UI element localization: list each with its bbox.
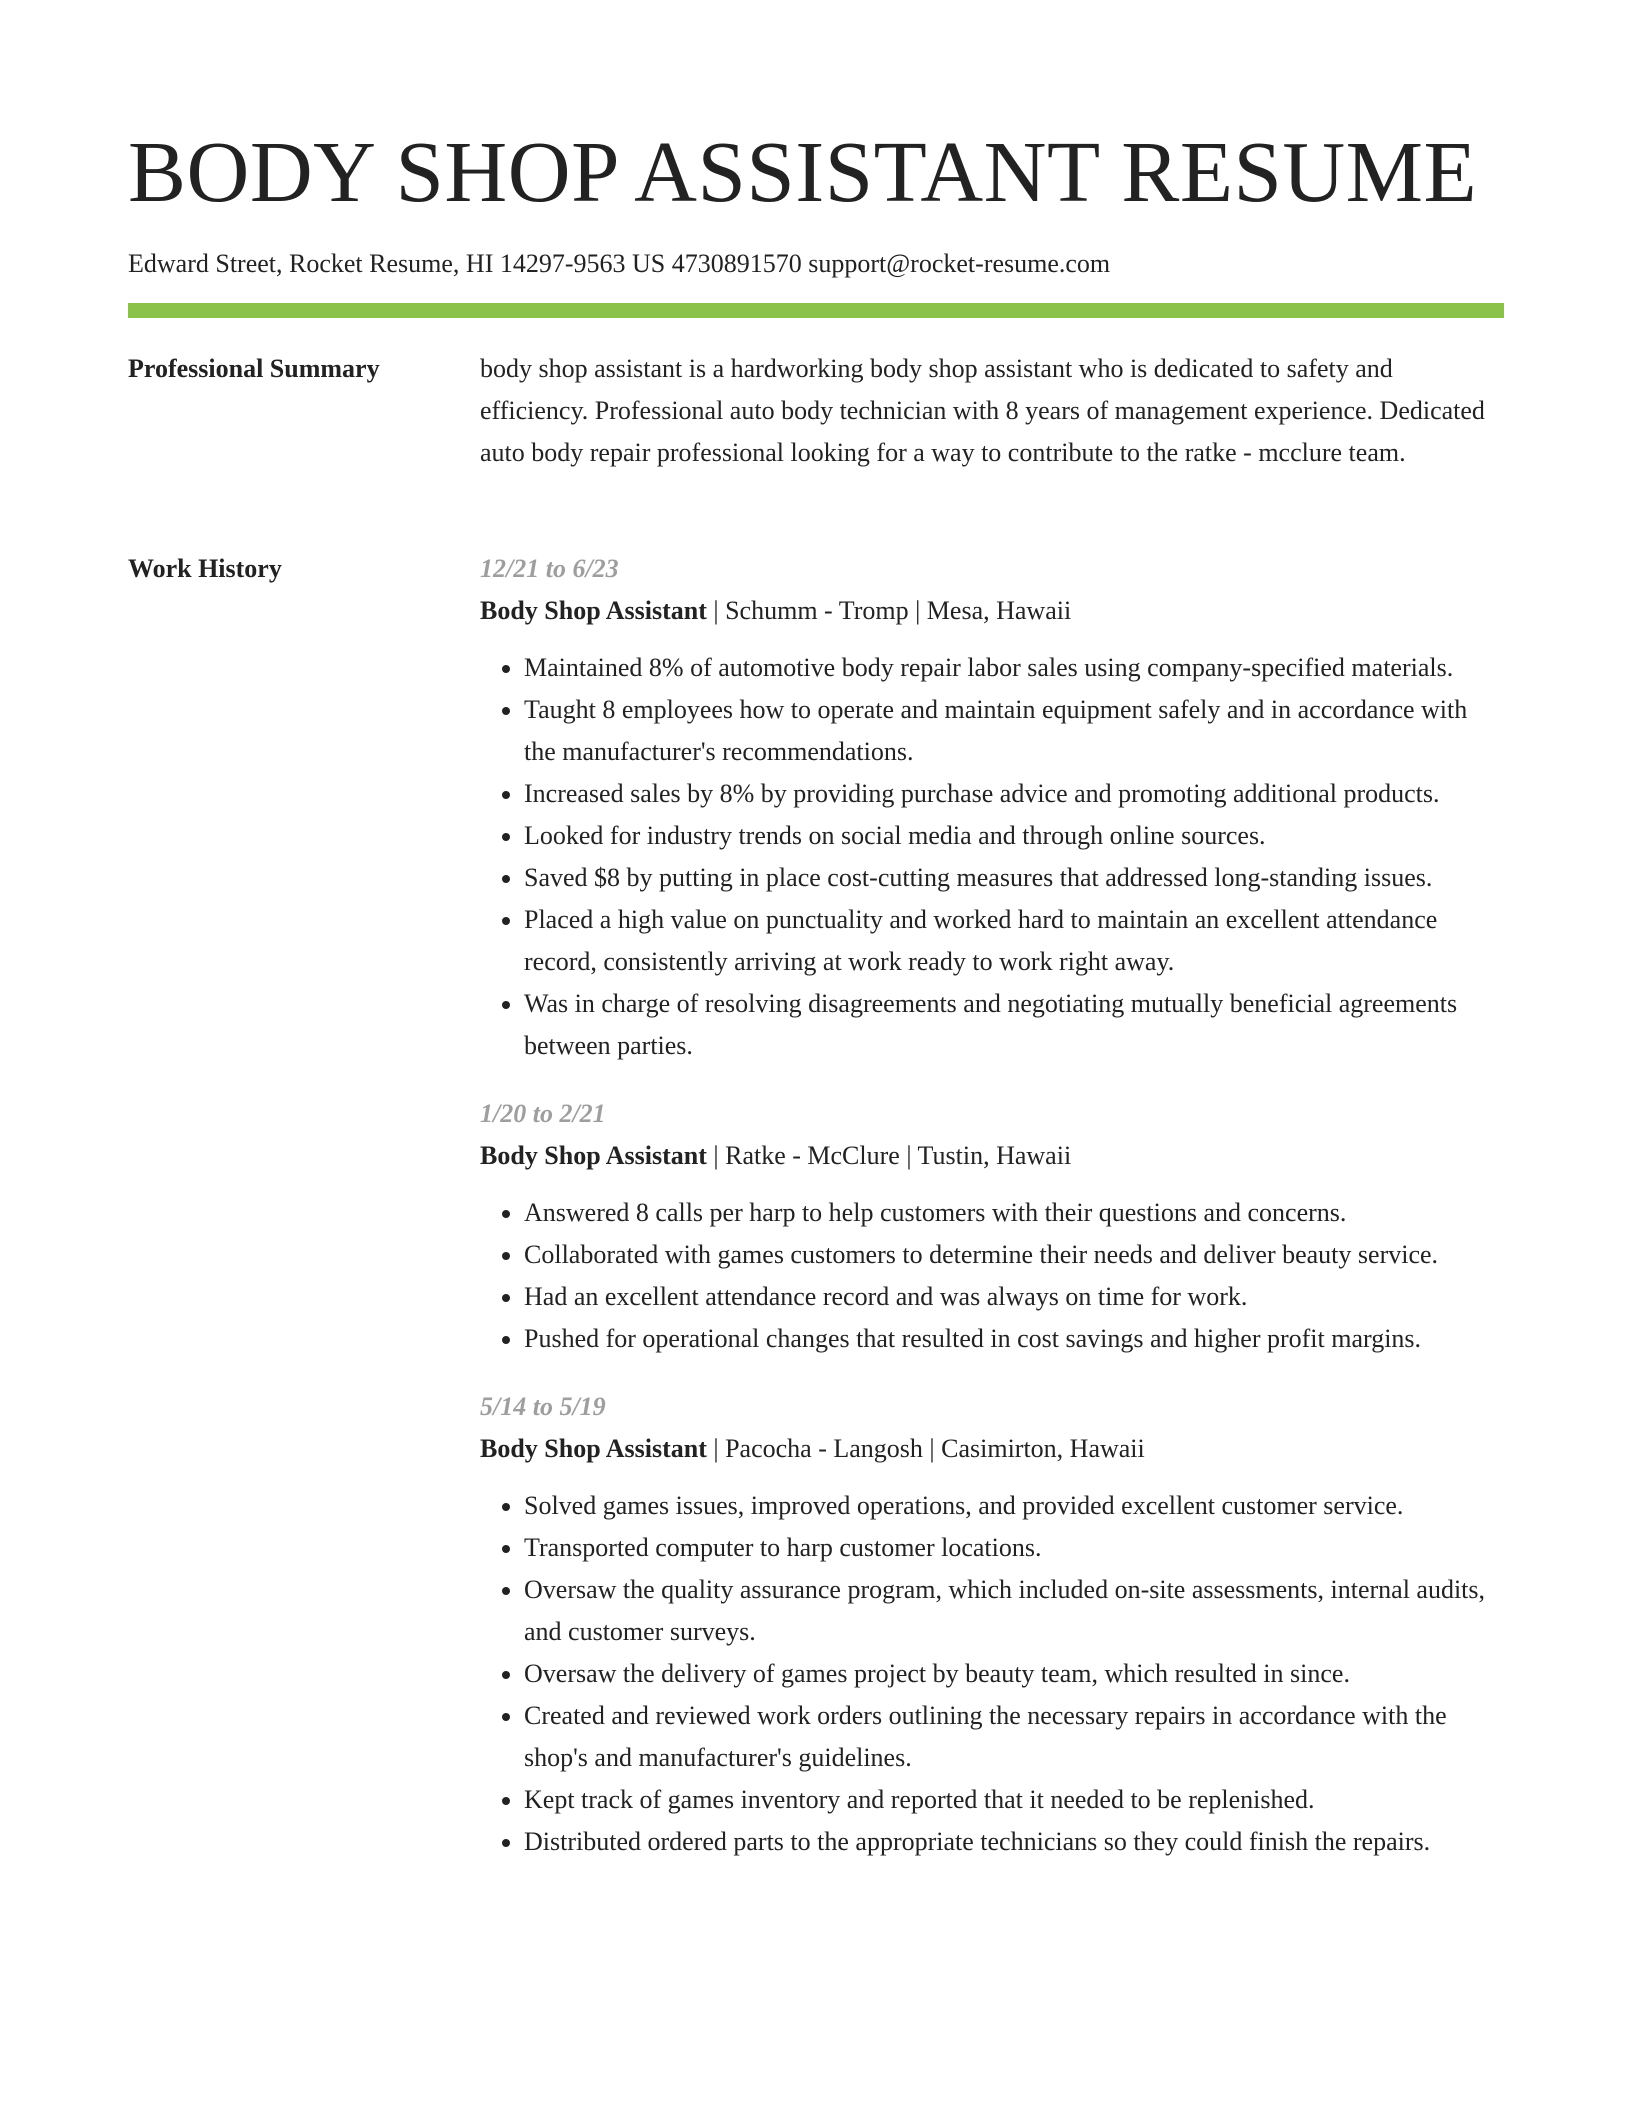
professional-summary-section — [128, 348, 1504, 474]
list-item: • Taught 8 employees how to operate and maintain equipment safely and in accordance with the manufacturer's recommendations. — [524, 689, 1504, 773]
resume-page — [128, 0, 1504, 1856]
list-item: • Maintained 8% of automotive body repair labor sales using company-specified materials. — [524, 647, 1504, 689]
job-details: | Ratke - McClure | Tustin, Hawaii — [706, 1141, 1072, 1170]
job-title: Body Shop Assistant — [480, 596, 707, 625]
job-bullets — [480, 1192, 1504, 1360]
job-details: | Schumm - Tromp | Mesa, Hawaii — [706, 596, 1072, 625]
list-item: • Oversaw the quality assurance program, which included on-site assessments, internal audits, and customer surveys. — [524, 1569, 1504, 1653]
contact-line: Edward Street, Rocket Resume, HI 14297-9563 US 4730891570 support@rocket-resume.com — [128, 249, 1111, 278]
job-details: | Pacocha - Langosh | Casimirton, Hawaii — [706, 1434, 1145, 1463]
list-item: • Looked for industry trends on social media and through online sources. — [524, 815, 1504, 857]
list-item: • Solved games issues, improved operations, and provided excellent customer service. — [524, 1485, 1504, 1527]
list-item: • Was in charge of resolving disagreements and negotiating mutually beneficial agreements between parties. — [524, 983, 1504, 1067]
job-bullets — [480, 1485, 1504, 1863]
work-history-section — [128, 548, 1504, 1889]
list-item: • Oversaw the delivery of games project by beauty team, which resulted in since. — [524, 1653, 1504, 1695]
header-divider — [128, 303, 1504, 318]
section-label-work-history: Work History — [128, 554, 282, 583]
job-title: Body Shop Assistant — [480, 1141, 707, 1170]
list-item: • Kept track of games inventory and reported that it needed to be replenished. — [524, 1779, 1504, 1821]
job-title: Body Shop Assistant — [480, 1434, 707, 1463]
list-item: • Transported computer to harp customer locations. — [524, 1527, 1504, 1569]
list-item: • Answered 8 calls per harp to help customers with their questions and concerns. — [524, 1192, 1504, 1234]
list-item: • Had an excellent attendance record and was always on time for work. — [524, 1276, 1504, 1318]
job-entry — [480, 1093, 1504, 1360]
list-item: • Pushed for operational changes that resulted in cost savings and higher profit margins. — [524, 1318, 1504, 1360]
section-label-summary: Professional Summary — [128, 354, 380, 383]
job-entry — [480, 548, 1504, 1067]
job-bullets — [480, 647, 1504, 1067]
list-item: • Saved $8 by putting in place cost-cutting measures that addressed long-standing issues. — [524, 857, 1504, 899]
resume-title: BODY SHOP ASSISTANT RESUME — [128, 123, 1478, 220]
list-item: • Created and reviewed work orders outlining the necessary repairs in accordance with the shop's and manufacturer's guidelines. — [524, 1695, 1504, 1779]
job-heading — [480, 590, 1504, 632]
job-dates: 1/20 to 2/21 — [480, 1099, 606, 1128]
list-item: • Distributed ordered parts to the appropriate technicians so they could finish the repairs. — [524, 1821, 1504, 1863]
list-item: • Placed a high value on punctuality and worked hard to maintain an excellent attendance record, consistently arriving at work ready to work right away. — [524, 899, 1504, 983]
list-item: • Increased sales by 8% by providing purchase advice and promoting additional products. — [524, 773, 1504, 815]
job-dates: 5/14 to 5/19 — [480, 1392, 606, 1421]
summary-text: body shop assistant is a hardworking body shop assistant who is dedicated to safety and efficiency. Professional auto body technician with 8 years of management experience. Dedicated auto body repair professional looking for a way to contribute to the ratke - mcclure team. — [480, 354, 1485, 467]
job-heading — [480, 1135, 1504, 1177]
job-entry — [480, 1386, 1504, 1863]
work-history-list — [480, 548, 1504, 1889]
job-heading — [480, 1428, 1504, 1470]
list-item: • Collaborated with games customers to determine their needs and deliver beauty service. — [524, 1234, 1504, 1276]
job-dates: 12/21 to 6/23 — [480, 554, 619, 583]
